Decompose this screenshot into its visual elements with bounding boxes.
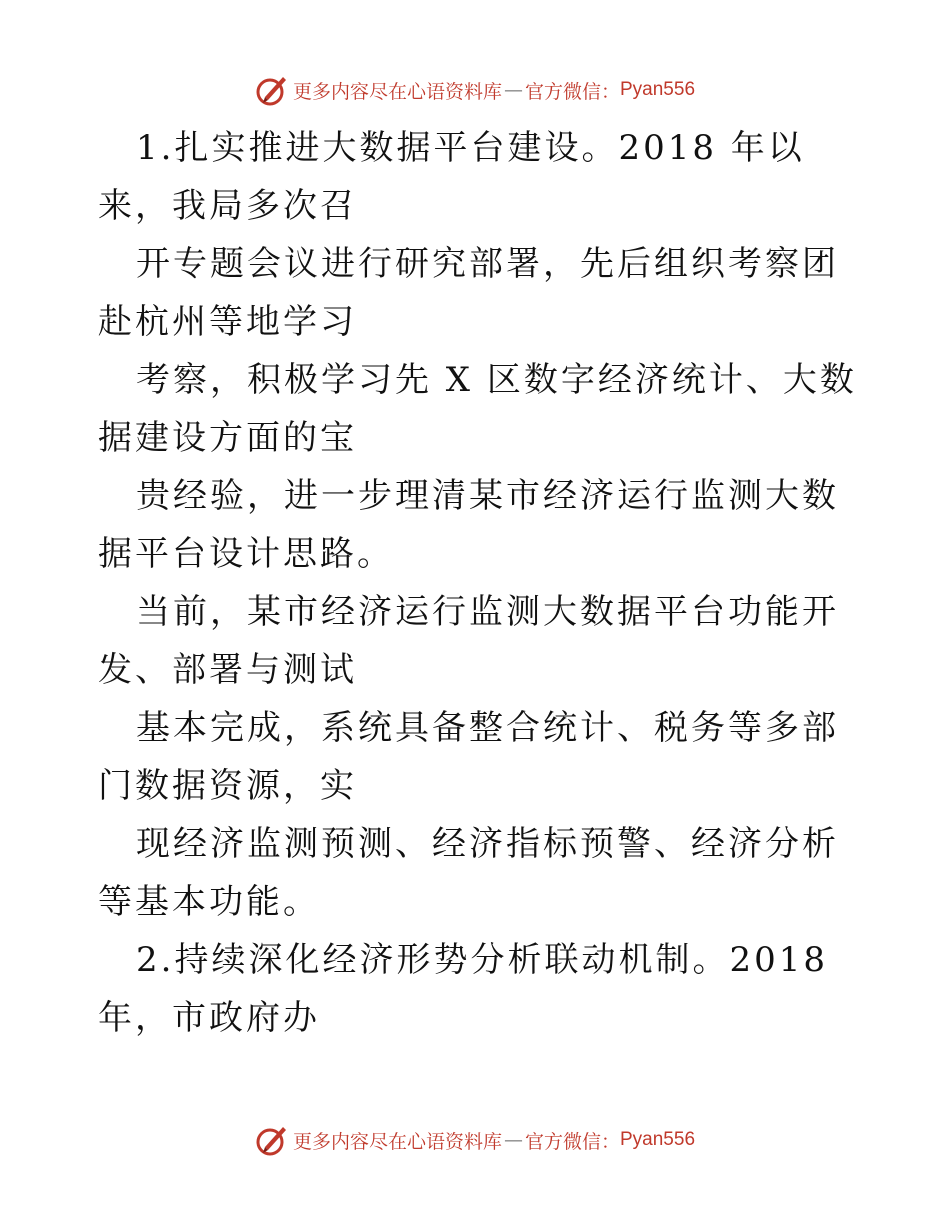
watermark-separator: — <box>503 79 523 101</box>
watermark-wechat-id: Pyan556 <box>620 1129 696 1150</box>
quill-logo-icon <box>255 1123 289 1157</box>
quill-logo-icon <box>255 73 289 107</box>
paragraph-6: 基本完成，系统具备整合统计、税务等多部门数据资源，实 <box>98 708 839 806</box>
paragraph-2: 开专题会议进行研究部署，先后组织考察团赴杭州等地学习 <box>98 244 839 342</box>
document-body <box>98 119 858 1047</box>
paragraph-1: 1.扎实推进大数据平台建设。2018 年以来，我局多次召 <box>98 128 805 226</box>
watermark-label: 官方微信： <box>524 1130 620 1153</box>
header-watermark <box>0 70 950 110</box>
watermark-text: 更多内容尽在心语资料库 <box>292 80 502 103</box>
paragraph-3: 考察，积极学习先 X 区数字经济统计、大数据建设方面的宝 <box>98 360 857 458</box>
watermark-label: 官方微信： <box>524 80 620 103</box>
paragraph-7: 现经济监测预测、经济指标预警、经济分析等基本功能。 <box>98 824 839 922</box>
watermark-text: 更多内容尽在心语资料库 <box>292 1130 502 1153</box>
watermark-separator: — <box>503 1129 523 1151</box>
watermark-wechat-id: Pyan556 <box>620 79 696 100</box>
paragraph-5: 当前，某市经济运行监测大数据平台功能开发、部署与测试 <box>98 592 839 690</box>
paragraph-4: 贵经验，进一步理清某市经济运行监测大数据平台设计思路。 <box>98 476 839 574</box>
footer-watermark <box>0 1120 950 1160</box>
paragraph-8: 2.持续深化经济形势分析联动机制。2018 年，市政府办 <box>98 940 828 1038</box>
